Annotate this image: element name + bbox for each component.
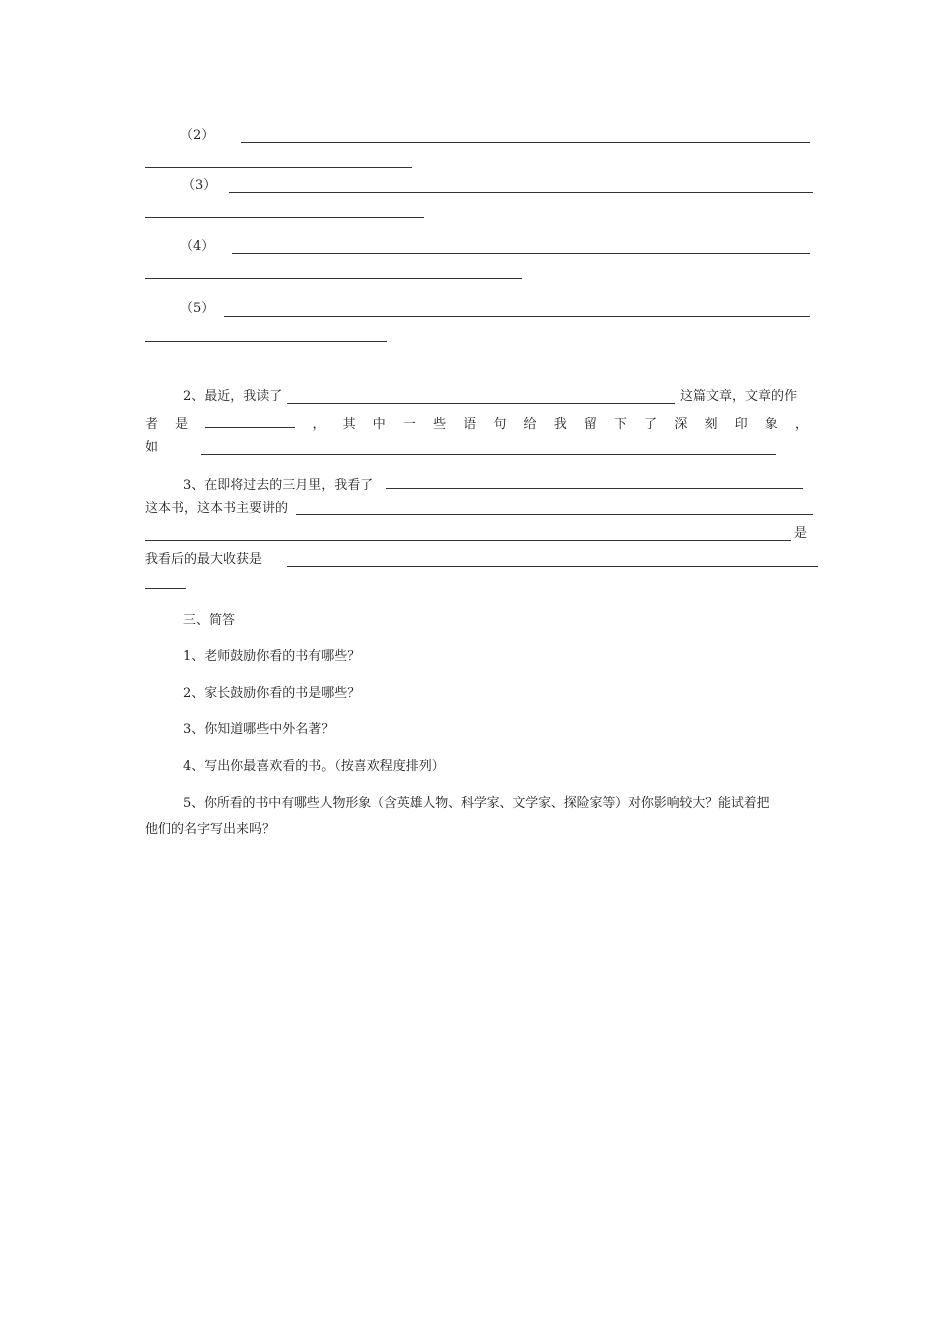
q2-char: 留	[583, 417, 597, 432]
q2-char: 句	[493, 417, 507, 432]
author-blank	[205, 413, 295, 428]
answer-line	[386, 488, 803, 489]
answer-line	[145, 341, 387, 342]
short-answer-question: 3、你知道哪些中外名著？	[183, 722, 335, 737]
q2-line1-suffix: 这篇文章，文章的作	[680, 389, 798, 404]
answer-line	[201, 454, 776, 455]
answer-line	[287, 403, 675, 404]
short-answer-question-5-line1: 5、你所看的书中有哪些人物形象（含英雄人物、科学家、文学家、探险家等）对你影响较大？能试着把	[183, 796, 770, 811]
q2-char: 印	[734, 417, 748, 432]
q2-char: 是	[175, 417, 189, 432]
answer-line	[229, 192, 813, 193]
q2-char: 给	[523, 417, 537, 432]
q2-char: 刻	[704, 417, 718, 432]
q2-line2	[145, 413, 808, 432]
short-answer-question: 1、老师鼓励你看的书有哪些？	[183, 649, 361, 664]
q2-line1-prefix: 2、最近，我读了	[183, 389, 283, 404]
answer-line	[241, 142, 810, 143]
q2-char: 语	[463, 417, 477, 432]
answer-line	[145, 278, 522, 279]
q2-char: 些	[433, 417, 447, 432]
q3-line2-prefix: 这本书，这本书主要讲的	[145, 501, 289, 516]
q2-char: 象	[764, 417, 778, 432]
short-answer-question: 2、家长鼓励你看的书是哪些？	[183, 686, 361, 701]
answer-line	[224, 316, 810, 317]
answer-line	[145, 217, 424, 218]
blank-label-3: （3）	[182, 178, 217, 193]
q2-char: 中	[372, 417, 386, 432]
answer-line	[145, 540, 791, 541]
q2-char: 者	[145, 417, 159, 432]
answer-line	[287, 566, 818, 567]
answer-line	[232, 253, 810, 254]
answer-line	[296, 514, 813, 515]
q2-char: 深	[674, 417, 688, 432]
section-heading: 三、简答	[183, 613, 236, 628]
blank-label-4: （4）	[180, 239, 215, 254]
q2-char: 一	[402, 417, 416, 432]
q2-char: 了	[644, 417, 658, 432]
blank-label-5: （5）	[180, 301, 215, 316]
short-answer-question-5-line2: 他们的名字写出来吗？	[145, 822, 276, 837]
answer-line	[145, 588, 186, 589]
blank-label-2: （2）	[180, 128, 215, 143]
q2-line3-prefix: 如	[145, 440, 159, 455]
short-answer-question: 4、写出你最喜欢看的书。（按喜欢程度排列）	[183, 759, 445, 774]
q2-char: 我	[553, 417, 567, 432]
q3-line3-suffix: 是	[794, 526, 808, 541]
q2-char: 下	[614, 417, 628, 432]
q3-line4-prefix: 我看后的最大收获是	[145, 552, 263, 567]
q2-char: ，	[312, 417, 326, 432]
q2-char: 其	[342, 417, 356, 432]
answer-line	[145, 167, 412, 168]
q3-line1-prefix: 3、在即将过去的三月里，我看了	[183, 478, 374, 493]
q2-char: ，	[794, 417, 808, 432]
